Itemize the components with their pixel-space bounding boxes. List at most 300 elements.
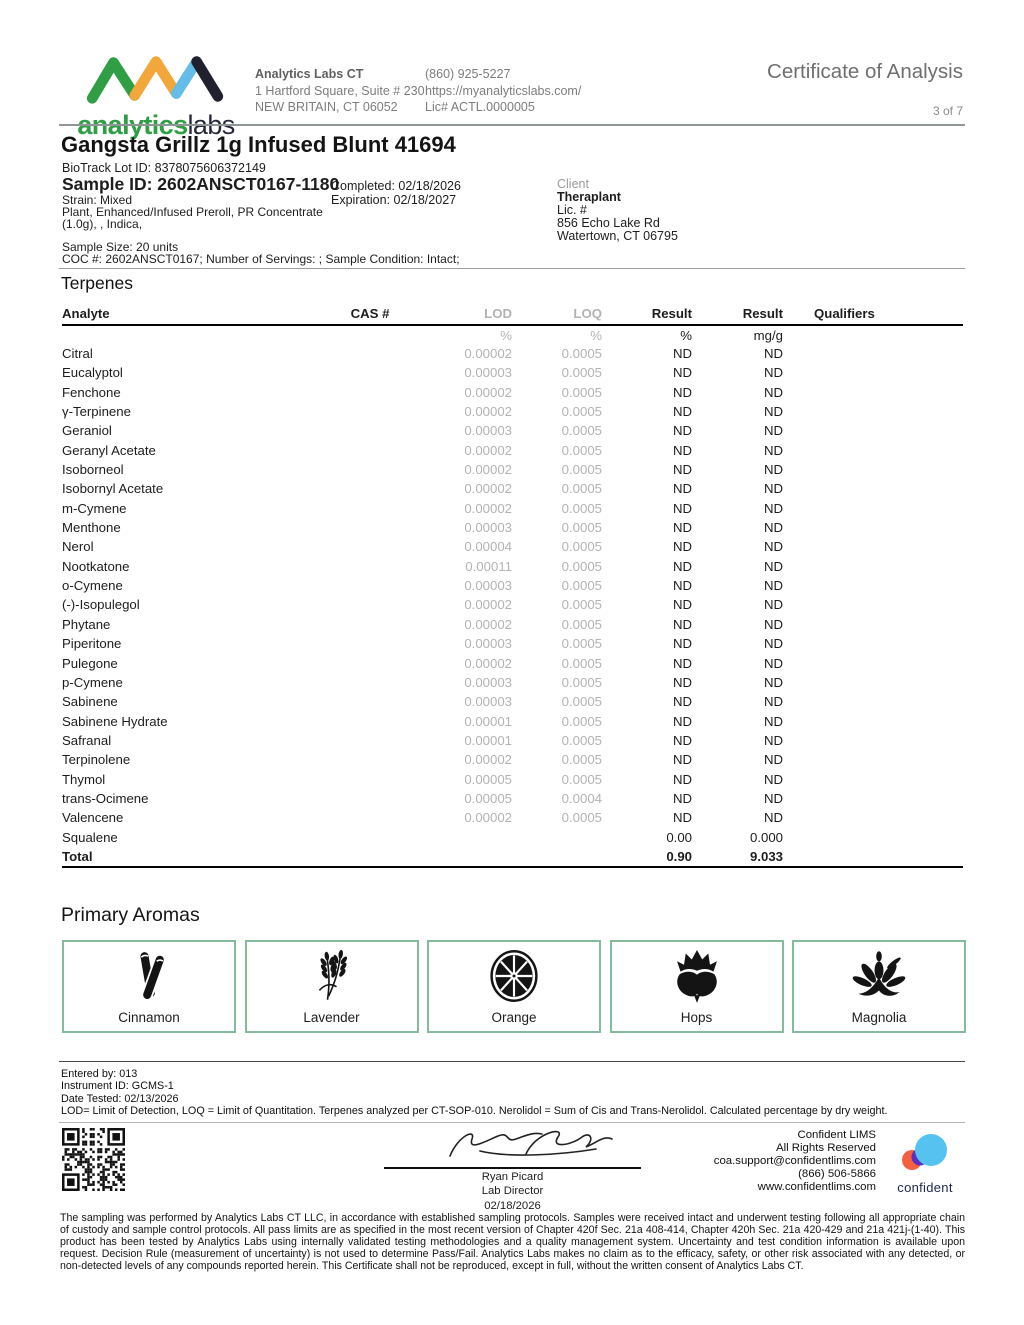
table-row-cas [320, 712, 420, 731]
table-row-analyte: Sabinene [62, 694, 118, 710]
table-row-lod: 0.00001 [464, 732, 512, 748]
table-row-pct: ND [672, 810, 692, 826]
lab-website-link[interactable]: https://myanalyticslabs.com/ [425, 83, 582, 98]
table-row-pct: 0.00 [666, 829, 692, 845]
units-row-loq: % [590, 328, 602, 343]
table-row-qual [783, 479, 963, 498]
column-header-loq: LOQ [573, 306, 602, 321]
table-row-pct: ND [672, 752, 692, 768]
orange-icon [486, 942, 542, 1010]
table-row-pct: ND [672, 616, 692, 632]
table-row [62, 712, 963, 731]
lab-address-line1: 1 Hartford Square, Suite # 230 [255, 83, 425, 98]
table-row-loq: 0.0005 [561, 752, 602, 768]
table-row-qual [783, 421, 963, 440]
table-row-mgg: ND [763, 462, 783, 478]
table-row-lod: 0.00003 [464, 578, 512, 594]
table-row-loq: 0.0005 [561, 442, 602, 458]
table-row-cas [320, 383, 420, 402]
table-row-analyte: Nerol [62, 539, 94, 555]
total-row-qual [783, 847, 963, 866]
table-row-lod: 0.00003 [464, 365, 512, 381]
confident-brand-text: confident [897, 1180, 953, 1195]
table-row-qual [783, 615, 963, 634]
signatory-date: 02/18/2026 [484, 1199, 541, 1212]
table-row-pct: ND [672, 732, 692, 748]
client-address-line1: 856 Echo Lake Rd [557, 215, 660, 230]
total-row-analyte: Total [62, 848, 93, 864]
table-row-cas [320, 692, 420, 711]
total-row-mgg: 9.033 [749, 848, 783, 864]
table-row-analyte: Piperitone [62, 636, 122, 652]
table-row-mgg: ND [763, 752, 783, 768]
table-row-analyte: Valencene [62, 810, 124, 826]
client-address-line2: Watertown, CT 06795 [557, 228, 678, 243]
table-row-cas [320, 808, 420, 827]
primary-aromas-row [62, 940, 966, 1033]
table-row-mgg: ND [763, 481, 783, 497]
total-row-cas [320, 847, 420, 866]
table-row-analyte: o-Cymene [62, 578, 123, 594]
table-row-mgg: ND [763, 655, 783, 671]
table-row-pct: ND [672, 674, 692, 690]
brand-name-secondary: labs [187, 110, 235, 140]
table-row-pct: ND [672, 539, 692, 555]
section-divider [59, 268, 965, 269]
table-row-analyte: Phytane [62, 616, 111, 632]
table-row-pct: ND [672, 346, 692, 361]
lims-phone: (866) 506-5866 [798, 1168, 876, 1180]
units-row-cas [320, 327, 420, 344]
table-row-loq: 0.0005 [561, 655, 602, 671]
header-divider [59, 124, 965, 126]
table-row-loq: 0.0005 [561, 481, 602, 497]
table-row [62, 499, 963, 518]
table-row-pct: ND [672, 384, 692, 400]
table-row-loq: 0.0005 [561, 597, 602, 613]
instrument-id: Instrument ID: GCMS-1 [61, 1080, 174, 1093]
expiration-date: Expiration: 02/18/2027 [331, 193, 457, 207]
table-row-mgg: ND [763, 539, 783, 555]
table-row [62, 595, 963, 614]
column-header-qual: Qualifiers [814, 306, 875, 321]
table-row [62, 770, 963, 789]
table-row-mgg: ND [763, 520, 783, 536]
signature-icon [384, 1124, 641, 1162]
table-row-cas [320, 828, 420, 847]
table-row [62, 363, 963, 382]
primary-aromas-title: Primary Aromas [61, 904, 200, 926]
aroma-label: Orange [491, 1010, 537, 1025]
table-row-lod: 0.00002 [464, 597, 512, 613]
table-row-loq: 0.0005 [561, 539, 602, 555]
lims-rights: All Rights Reserved [775, 1142, 876, 1154]
lims-website-link[interactable]: www.confidentlims.com [757, 1181, 876, 1193]
table-row-pct: ND [672, 694, 692, 710]
table-row-qual [783, 518, 963, 537]
table-row-mgg: ND [763, 771, 783, 787]
table-row-loq: 0.0005 [561, 713, 602, 729]
table-row [62, 518, 963, 537]
table-row [62, 344, 963, 363]
table-row-pct: ND [672, 365, 692, 381]
client-label: Client [557, 177, 589, 191]
table-row [62, 828, 963, 847]
table-row-cas [320, 441, 420, 460]
table-row-loq: 0.0005 [561, 346, 602, 361]
table-row-analyte: Pulegone [62, 655, 118, 671]
table-row-loq: 0.0005 [561, 384, 602, 400]
confident-circles-icon [897, 1133, 953, 1175]
table-row-mgg: ND [763, 616, 783, 632]
lims-name: Confident LIMS [797, 1129, 876, 1141]
column-header-lod: LOD [484, 306, 512, 321]
table-row-qual [783, 402, 963, 421]
table-row-analyte: trans-Ocimene [62, 790, 149, 806]
table-row-analyte: Eucalyptol [62, 365, 123, 381]
table-row-loq [512, 828, 602, 847]
table-row-qual [783, 499, 963, 518]
table-row-pct: ND [672, 771, 692, 787]
table-row-cas [320, 518, 420, 537]
table-row-cas [320, 479, 420, 498]
table-row-qual [783, 673, 963, 692]
table-row-qual [783, 363, 963, 382]
biotrack-lot-id: BioTrack Lot ID: 8378075606372149 [62, 161, 266, 175]
units-row-qual [783, 327, 963, 344]
table-row [62, 479, 963, 498]
table-row [62, 383, 963, 402]
lab-name: Analytics Labs CT [255, 67, 364, 81]
table-row-lod: 0.00002 [464, 810, 512, 826]
table-row-qual [783, 654, 963, 673]
table-row-qual [783, 789, 963, 808]
table-row-analyte: Safranal [62, 732, 112, 748]
table-row [62, 654, 963, 673]
table-row-cas [320, 654, 420, 673]
table-row-pct: ND [672, 520, 692, 536]
strain: Strain: Mixed [62, 193, 133, 207]
client-license: Lic. # [557, 202, 587, 217]
table-row [62, 750, 963, 769]
footer-divider-bottom [59, 1122, 965, 1123]
table-row-mgg: ND [763, 694, 783, 710]
table-row-mgg: ND [763, 636, 783, 652]
table-row-analyte: Isoborneol [62, 462, 124, 478]
table-row-qual [783, 383, 963, 402]
signature-block [384, 1124, 641, 1212]
footer-notes [61, 1068, 887, 1117]
table-row-analyte: Fenchone [62, 384, 121, 400]
column-header-cas: CAS # [350, 306, 390, 321]
table-row-lod: 0.00001 [464, 713, 512, 729]
table-row-lod: 0.00002 [464, 442, 512, 458]
total-row-pct: 0.90 [666, 848, 692, 864]
table-row-qual [783, 595, 963, 614]
lab-address-block [255, 66, 425, 116]
table-row-lod: 0.00002 [464, 655, 512, 671]
sample-details: (1.0g), , Indica, [62, 217, 143, 231]
total-row-loq [512, 847, 602, 866]
page-indicator: 3 of 7 [932, 104, 963, 118]
table-row-cas [320, 557, 420, 576]
analytics-labs-logo [70, 50, 242, 141]
table-row-pct: ND [672, 423, 692, 439]
client-name: Theraplant [557, 189, 621, 204]
table-row-pct: ND [672, 481, 692, 497]
table-row-mgg: ND [763, 713, 783, 729]
table-row-mgg: ND [763, 732, 783, 748]
footer-divider-top [59, 1061, 965, 1062]
table-row-cas [320, 770, 420, 789]
sample-matrix: Plant, Enhanced/Infused Preroll, PR Concentrate [62, 205, 323, 219]
table-row-cas [320, 421, 420, 440]
table-row-loq: 0.0005 [561, 694, 602, 710]
document-title: Certificate of Analysis [767, 60, 963, 83]
hops-icon [671, 942, 723, 1010]
table-row-cas [320, 789, 420, 808]
aroma-label: Magnolia [851, 1010, 907, 1025]
table-row-qual [783, 828, 963, 847]
table-row-analyte: Citral [62, 346, 93, 361]
table-row-mgg: ND [763, 578, 783, 594]
table-row-lod: 0.00003 [464, 636, 512, 652]
total-row [62, 847, 963, 868]
table-row [62, 808, 963, 827]
table-row-loq: 0.0005 [561, 578, 602, 594]
magnolia-icon [851, 942, 907, 1010]
table-row [62, 576, 963, 595]
aroma-label: Cinnamon [118, 1010, 180, 1025]
table-row-cas [320, 750, 420, 769]
table-row-lod: 0.00011 [465, 558, 512, 574]
table-row-lod: 0.00003 [464, 694, 512, 710]
qr-code [62, 1128, 125, 1191]
table-row-lod: 0.00004 [464, 539, 512, 555]
table-row-loq: 0.0005 [561, 423, 602, 439]
lavender-icon [305, 942, 359, 1010]
aroma-card-cinnamon [62, 940, 236, 1033]
table-row-loq: 0.0005 [561, 732, 602, 748]
table-row-mgg: ND [763, 423, 783, 439]
table-row-analyte: (-)-Isopulegol [62, 597, 140, 613]
aroma-card-lavender [245, 940, 419, 1033]
table-row-pct: ND [672, 442, 692, 458]
table-row-lod: 0.00002 [464, 462, 512, 478]
zigzag-logo-icon [76, 50, 236, 108]
table-row-pct: ND [672, 713, 692, 729]
table-row-mgg: ND [763, 790, 783, 806]
table-row-analyte: Geraniol [62, 423, 112, 439]
table-row-qual [783, 808, 963, 827]
table-row-loq: 0.0005 [561, 674, 602, 690]
table-row-analyte: Terpinolene [62, 752, 131, 768]
aroma-label: Hops [680, 1010, 713, 1025]
date-tested: Date Tested: 02/13/2026 [61, 1092, 179, 1105]
table-row-pct: ND [672, 655, 692, 671]
table-row-lod [420, 828, 512, 847]
table-row-pct: ND [672, 404, 692, 420]
units-row [62, 326, 963, 344]
table-row-mgg: 0.000 [749, 829, 783, 845]
table-row-qual [783, 460, 963, 479]
table-row-analyte: Sabinene Hydrate [62, 713, 168, 729]
total-row-lod [420, 847, 512, 866]
cinnamon-icon [122, 942, 176, 1010]
product-title: Gangsta Grillz 1g Infused Blunt 41694 [61, 132, 456, 157]
table-row-cas [320, 402, 420, 421]
lims-block [714, 1129, 876, 1194]
definitions-note: LOD= Limit of Detection, LOQ = Limit of Quantitation. Terpenes analyzed per CT-SOP-010. Nerolidol = Sum of Cis and Trans-Nerolidol. Calculated percentage by dry weight. [61, 1104, 888, 1117]
table-row-cas [320, 537, 420, 556]
table-row-analyte: p-Cymene [62, 674, 123, 690]
table-row-qual [783, 557, 963, 576]
signatory-name: Ryan Picard [481, 1171, 544, 1183]
sample-id: Sample ID: 2602ANSCT0167-1180 [62, 174, 340, 194]
terpenes-table-body [62, 344, 963, 868]
table-row [62, 537, 963, 556]
aroma-card-magnolia [792, 940, 966, 1033]
column-header-analyte: Analyte [62, 306, 110, 321]
lab-contact-block [425, 66, 581, 116]
table-row-qual [783, 537, 963, 556]
column-header-pct: Result [651, 306, 692, 321]
units-row-analyte [62, 327, 320, 344]
table-row [62, 460, 963, 479]
table-row-lod: 0.00002 [464, 500, 512, 516]
units-row-lod: % [500, 328, 512, 343]
table-row-qual [783, 750, 963, 769]
table-row-pct: ND [672, 597, 692, 613]
table-row-analyte: Squalene [62, 829, 118, 845]
coc-line: COC #: 2602ANSCT0167; Number of Servings: ; Sample Condition: Intact; [62, 252, 460, 266]
table-row-qual [783, 712, 963, 731]
table-row-cas [320, 673, 420, 692]
table-row [62, 692, 963, 711]
table-row-loq: 0.0004 [561, 790, 602, 806]
table-row-qual [783, 576, 963, 595]
table-row-loq: 0.0005 [561, 365, 602, 381]
table-row-lod: 0.00003 [464, 520, 512, 536]
table-row-mgg: ND [763, 365, 783, 381]
table-row-lod: 0.00002 [464, 481, 512, 497]
table-row-cas [320, 344, 420, 363]
table-row-analyte: Menthone [62, 520, 121, 536]
table-row-loq: 0.0005 [561, 558, 602, 574]
table-row-lod: 0.00002 [464, 384, 512, 400]
table-row-pct: ND [672, 790, 692, 806]
table-row [62, 441, 963, 460]
table-row-lod: 0.00002 [464, 346, 512, 361]
table-row-qual [783, 731, 963, 750]
brand-name-primary: analytics [77, 110, 188, 140]
table-row-cas [320, 576, 420, 595]
table-row-loq: 0.0005 [561, 462, 602, 478]
table-row-pct: ND [672, 636, 692, 652]
table-row-lod: 0.00003 [464, 674, 512, 690]
client-block [557, 178, 678, 243]
table-row-loq: 0.0005 [561, 500, 602, 516]
table-row-mgg: ND [763, 384, 783, 400]
table-row [62, 673, 963, 692]
lims-email: coa.support@confidentlims.com [713, 1155, 876, 1167]
table-row-analyte: Nootkatone [62, 558, 130, 574]
table-row-loq: 0.0005 [561, 404, 602, 420]
table-row [62, 615, 963, 634]
table-row-lod: 0.00003 [464, 423, 512, 439]
table-row [62, 421, 963, 440]
column-header [62, 306, 963, 326]
table-row-lod: 0.00005 [464, 790, 512, 806]
column-header-mgg: Result [742, 306, 783, 321]
table-row-analyte: m-Cymene [62, 500, 127, 516]
aroma-card-hops [610, 940, 784, 1033]
table-row-loq: 0.0005 [561, 520, 602, 536]
table-row-pct: ND [672, 558, 692, 574]
confident-logo [886, 1133, 964, 1195]
terpenes-table [62, 306, 963, 868]
sample-size: Sample Size: 20 units [62, 240, 179, 254]
table-row-loq: 0.0005 [561, 771, 602, 787]
table-row-mgg: ND [763, 810, 783, 826]
lab-address-line2: NEW BRITAIN, CT 06052 [255, 100, 398, 114]
table-row-analyte: Thymol [62, 771, 106, 787]
aroma-label: Lavender [303, 1010, 360, 1025]
table-row-mgg: ND [763, 597, 783, 613]
signature-line [384, 1124, 641, 1169]
lab-license: Lic# ACTL.0000005 [425, 100, 535, 114]
table-row-loq: 0.0005 [561, 636, 602, 652]
table-row-cas [320, 731, 420, 750]
table-row-mgg: ND [763, 404, 783, 420]
table-row-pct: ND [672, 500, 692, 516]
units-row-mgg: mg/g [753, 328, 783, 343]
table-row-mgg: ND [763, 558, 783, 574]
table-row [62, 634, 963, 653]
table-row-cas [320, 363, 420, 382]
units-row-pct: % [680, 328, 692, 343]
table-row-analyte: Isobornyl Acetate [62, 481, 164, 497]
terpenes-section-title: Terpenes [61, 273, 133, 293]
signatory-title: Lab Director [481, 1185, 544, 1198]
table-row [62, 789, 963, 808]
table-row-cas [320, 460, 420, 479]
table-row [62, 402, 963, 421]
table-row [62, 557, 963, 576]
table-row-cas [320, 615, 420, 634]
table-row-loq: 0.0005 [561, 810, 602, 826]
table-row-qual [783, 441, 963, 460]
table-row-cas [320, 634, 420, 653]
table-row-mgg: ND [763, 674, 783, 690]
table-row-analyte: Geranyl Acetate [62, 442, 156, 458]
table-row-cas [320, 499, 420, 518]
completed-date: Completed: 02/18/2026 [331, 179, 461, 193]
table-row-analyte: γ-Terpinene [62, 404, 131, 420]
table-row-pct: ND [672, 578, 692, 594]
aroma-card-orange [427, 940, 601, 1033]
table-row-lod: 0.00002 [464, 404, 512, 420]
table-row-qual [783, 344, 963, 363]
table-row-qual [783, 692, 963, 711]
table-row-lod: 0.00002 [464, 752, 512, 768]
table-row-qual [783, 634, 963, 653]
entered-by: Entered by: 013 [61, 1068, 138, 1080]
table-row-lod: 0.00005 [464, 771, 512, 787]
table-row-cas [320, 595, 420, 614]
table-row-mgg: ND [763, 500, 783, 516]
table-row-mgg: ND [763, 442, 783, 458]
